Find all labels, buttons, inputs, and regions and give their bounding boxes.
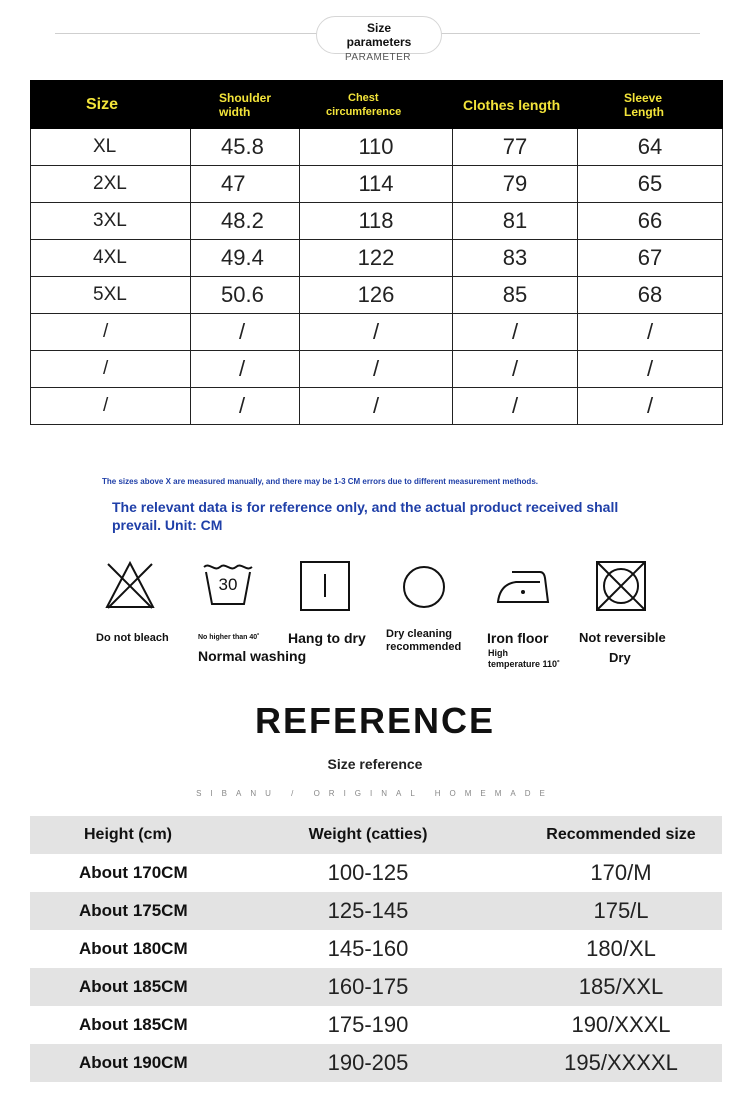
not-reversible-label: Not reversible [579,630,666,645]
height-cell: About 190CM [79,1053,188,1072]
recommended-size-cell: 180/XL [586,936,656,961]
table-cell: 126 [300,277,453,314]
header-weight: Weight (catties) [308,826,428,843]
weight-cell: 160-175 [327,974,409,999]
weight-cell: 145-160 [327,936,409,961]
table-row [31,203,723,240]
table-cell: / [300,314,453,351]
no-higher-than-label: No higher than 40˚ [198,634,260,641]
recommended-size-cell: 195/XXXXL [564,1050,678,1075]
table-cell: 81 [453,203,578,240]
table-row [31,351,723,388]
header-divider-right [440,33,700,34]
table-cell: 110 [300,129,453,166]
table-cell: / [300,388,453,425]
table-cell: 66 [578,203,723,240]
table-cell: 2XL [31,166,191,203]
table-cell: / [191,314,300,351]
table-cell: / [191,351,300,388]
header-title-line1: Size [366,21,391,35]
table-cell: XL [31,129,191,166]
weight-cell: 190-205 [327,1050,409,1075]
table-cell: / [31,388,191,425]
do-not-bleach-label: Do not bleach [96,632,169,644]
header-recommended-size: Recommended size [546,826,696,843]
table-cell: 64 [578,129,723,166]
header-sleeve-length: Sleeve Length [578,81,723,129]
header-height: Height (cm) [84,826,172,843]
table-cell: 49.4 [191,240,300,277]
table-row [30,854,722,892]
table-row [30,930,722,968]
weight-cell: 175-190 [327,1012,409,1037]
weight-cell: 125-145 [327,898,409,923]
height-cell: About 185CM [79,1015,188,1034]
reference-subtitle: Size reference [327,756,423,772]
table-cell: 85 [453,277,578,314]
table-cell: / [578,388,723,425]
brand-tagline: SIBANU / ORIGINAL HOMEMADE [196,789,554,798]
dry-cleaning-recommended-label: recommended [386,641,462,653]
table-row [31,388,723,425]
table-cell: 79 [453,166,578,203]
iron-floor-label: Iron floor [487,630,549,646]
dry-cleaning-icon [402,565,446,609]
table-cell: 67 [578,240,723,277]
table-row [30,1006,722,1044]
table-cell: / [31,351,191,388]
do-not-tumble-dry-icon [596,561,646,611]
table-row [30,968,722,1006]
reference-title: REFERENCE [254,700,496,741]
table-cell: / [578,314,723,351]
measurement-note: The sizes above X are measured manually, and there may be 1-3 CM errors due to different measurement methods. [102,477,538,486]
table-row [31,277,723,314]
header-divider-left [55,33,317,34]
table-cell: / [578,351,723,388]
recommended-size-cell: 190/XXXL [571,1012,671,1037]
reference-note: The relevant data is for reference only, and the actual product received shall prevail. Unit: CM [112,499,619,533]
table-cell: 83 [453,240,578,277]
table-row [31,314,723,351]
iron-high-label: High [488,648,508,658]
hang-to-dry-icon [300,561,350,611]
table-cell: / [453,351,578,388]
height-cell: About 185CM [79,977,188,996]
table-cell: / [31,314,191,351]
table-cell: / [453,388,578,425]
size-parameter-table [30,80,723,425]
table-cell: 122 [300,240,453,277]
table-cell: 114 [300,166,453,203]
height-cell: About 180CM [79,939,188,958]
iron-temperature-label: temperature 110˚ [488,659,561,669]
table-cell: 48.2 [191,203,300,240]
header-size: Size [31,81,191,129]
table-cell: 5XL [31,277,191,314]
dry-label: Dry [609,650,631,665]
table-cell: 118 [300,203,453,240]
table-cell: 77 [453,129,578,166]
table-cell: 47 [191,166,300,203]
table-row [31,240,723,277]
table-cell: 45.8 [191,129,300,166]
size-reference-table [30,816,722,1082]
wash-temperature: 30 [218,575,238,594]
header-title-line2: parameters [346,35,412,49]
table-row [31,166,723,203]
header-shoulder-width: Shoulder width [191,81,300,129]
table-cell: 68 [578,277,723,314]
table-row [30,892,722,930]
reference-header-row [30,816,722,854]
table-cell: 3XL [31,203,191,240]
dry-cleaning-label: Dry cleaning [386,628,453,640]
recommended-size-cell: 185/XXL [578,974,664,999]
header-subtitle: PARAMETER [345,52,411,63]
do-not-bleach-icon [104,560,156,610]
height-cell: About 170CM [79,863,188,882]
recommended-size-cell: 170/M [590,860,652,885]
recommended-size-cell: 175/L [593,898,649,923]
iron-icon [496,568,550,606]
table-row [31,129,723,166]
hang-to-dry-label: Hang to dry [288,630,366,646]
header-capsule [316,16,442,54]
table-cell: 65 [578,166,723,203]
height-cell: About 175CM [79,901,188,920]
normal-washing-label: Normal washing [198,648,307,664]
size-table-header-row [31,81,723,129]
header-clothes-length: Clothes length [453,81,578,129]
table-cell: / [453,314,578,351]
table-row [30,1044,722,1082]
weight-cell: 100-125 [327,860,409,885]
table-cell: / [191,388,300,425]
table-cell: 50.6 [191,277,300,314]
table-cell: / [300,351,453,388]
header-chest-circumference: Chest circumference [300,81,453,129]
table-cell: 4XL [31,240,191,277]
